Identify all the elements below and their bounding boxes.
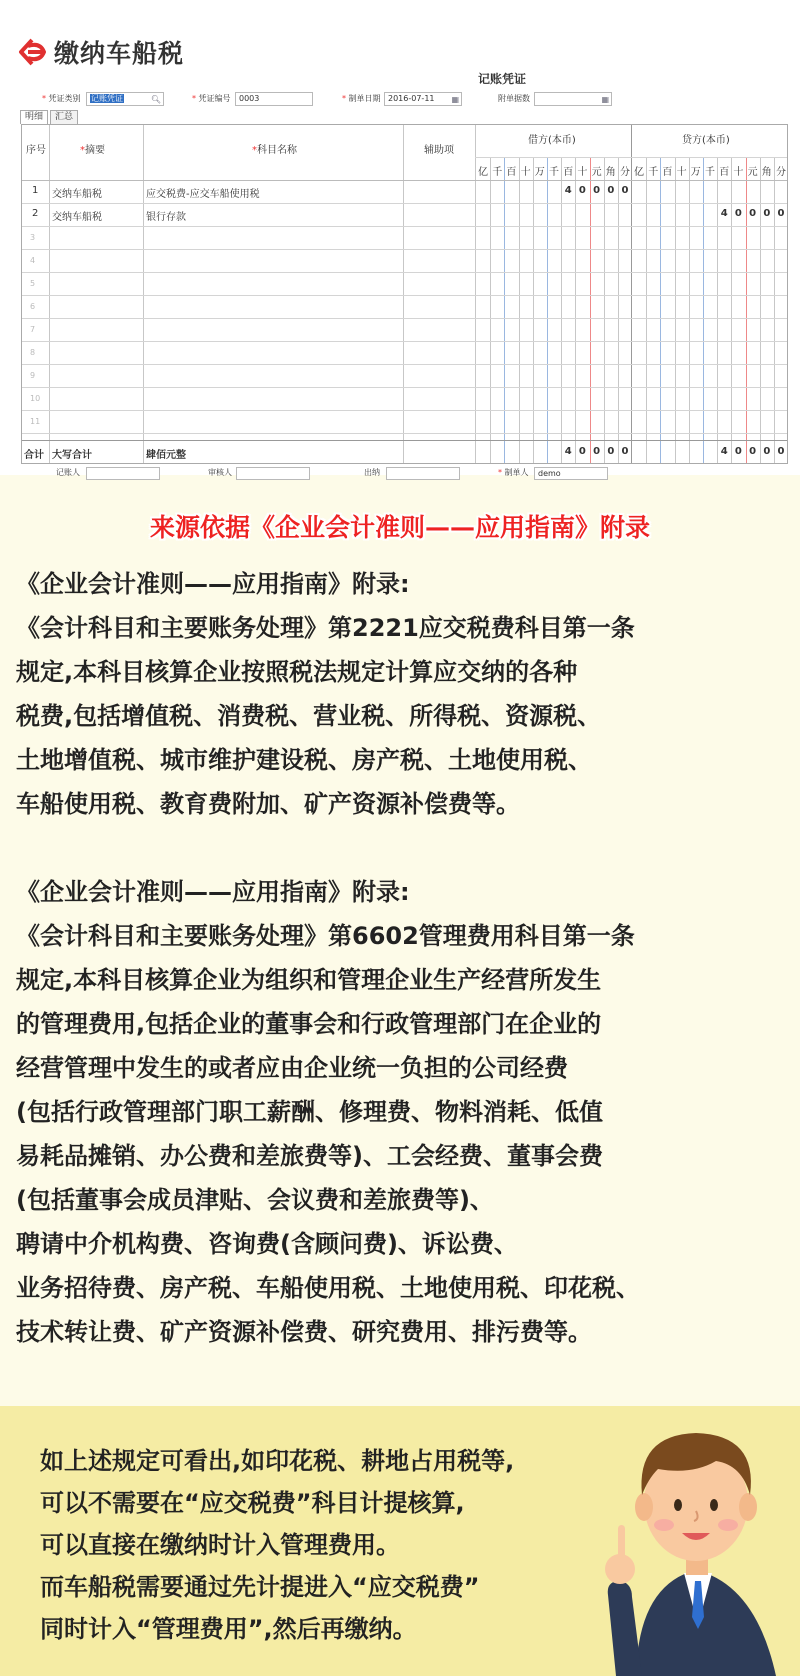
voucher-table [21,124,788,464]
credit-amount-digit: 0 [763,208,771,219]
source-heading: 来源依据《企业会计准则——应用指南》附录 [149,513,650,542]
maker-label: * 制单人 [498,468,529,477]
credit-amount-digit: 0 [749,208,757,219]
text-line: 如上述规定可看出,如印花税、耕地占用税等, [40,1447,515,1475]
text-line: 业务招待费、房产税、车船使用税、土地使用税、印花税、 [16,1274,640,1302]
reviewer-input[interactable] [236,467,310,480]
tab-bar [20,110,80,124]
tab-summary[interactable]: 汇总 [50,110,78,124]
credit-digit-header: 亿 [634,167,644,178]
text-line: 《企业会计准则——应用指南》附录: [16,878,410,906]
text-line: 同时计入“管理费用”,然后再缴纳。 [40,1615,417,1643]
empty-row-number: 5 [30,279,36,288]
date-input[interactable]: 2016-07-11 ▦ [384,92,462,106]
voucher-footer [0,465,800,479]
debit-digit-header: 元 [591,167,602,178]
col-debit: 借方(本币) [528,135,576,146]
tab-detail[interactable]: 明细 [20,110,48,124]
text-line: 经营管理中发生的或者应由企业统一负担的公司经费 [16,1054,568,1082]
date-label: * 制单日期 [342,94,381,103]
debit-digit-header: 万 [534,167,545,178]
text-line: 可以不需要在“应交税费”科目计提核算, [40,1489,465,1517]
title-text: 缴纳车船税 [54,39,185,68]
voucher-title: 记账凭证 [478,72,527,86]
empty-row-number: 4 [30,256,36,265]
row-1-summary[interactable]: 交纳车船税 [52,189,102,200]
credit-amount-digit: 4 [720,208,728,219]
empty-row-number: 7 [30,325,36,334]
search-icon[interactable]: 🔍︎ [150,95,161,104]
col-seq: 序号 [26,145,46,156]
debit-digit-header: 百 [506,167,517,178]
total-label: 合计 [24,450,44,461]
col-account: *科目名称 [252,145,297,156]
debit-digit-header: 百 [563,167,574,178]
empty-row-number: 9 [30,371,36,380]
row-2-account[interactable]: 银行存款 [146,212,186,223]
text-line: 土地增值税、城市维护建设税、房产税、土地使用税、 [16,746,592,774]
debit-amount-digit: 0 [578,185,586,196]
row-2-summary[interactable]: 交纳车船税 [52,212,102,223]
debit-digit-header: 十 [577,167,588,178]
row-2-seq: 2 [32,208,39,219]
text-line: 技术转让费、矿产资源补偿费、研究费用、排污费等。 [16,1318,592,1346]
credit-digit-header: 角 [761,167,772,178]
cashier-input[interactable] [386,467,460,480]
voucher-number-input[interactable]: 0003 [235,92,313,106]
red-arrow-circle-icon [18,37,46,67]
debit-digit-header: 亿 [478,167,488,178]
col-credit: 贷方(本币) [682,135,730,146]
col-summary: *摘要 [80,145,105,156]
number-label: * 凭证编号 [192,94,231,103]
total-debit-digit: 0 [593,446,601,457]
conclusion-text [40,1440,514,1650]
debit-digit-header: 千 [549,167,559,178]
credit-amount-digit: 0 [777,208,785,219]
credit-digit-header: 十 [676,167,687,178]
voucher-form-row [0,92,800,106]
attachment-count-input[interactable] [534,92,612,106]
debit-amount-digit: 0 [607,185,615,196]
text-line: 《企业会计准则——应用指南》附录: [16,570,410,598]
total-credit-digit: 0 [749,446,757,457]
text-line: 可以直接在缴纳时计入管理费用。 [40,1531,400,1559]
debit-amount-digit: 4 [564,185,572,196]
businessman-illustration [596,1385,800,1676]
bookkeeper-label: 记账人 [56,468,80,477]
credit-digit-header: 元 [747,167,758,178]
credit-digit-header: 分 [776,167,786,178]
attach-label: 附单据数 [498,94,530,103]
cashier-label: 出纳 [364,468,380,477]
calendar-icon[interactable]: ▦ [451,95,459,104]
total-debit-digit: 4 [564,446,572,457]
voucher-screenshot [0,0,800,478]
text-line: (包括董事会成员津贴、会议费和差旅费等)、 [16,1186,494,1214]
text-line: (包括行政管理部门职工薪酬、修理费、物料消耗、低值 [16,1098,603,1126]
col-aux: 辅助项 [424,145,454,156]
credit-amount-digit: 0 [734,208,742,219]
credit-digit-header: 百 [662,167,673,178]
total-caps-label: 大写合计 [52,450,92,461]
calendar-icon[interactable]: ▦ [601,95,609,104]
text-line: 《会计科目和主要账务处理》第2221应交税费科目第一条 [16,614,635,642]
credit-digit-header: 万 [690,167,701,178]
debit-digit-header: 千 [492,167,503,178]
empty-row-number: 6 [30,302,36,311]
voucher-type-select[interactable]: 记账凭证 🔍︎ [86,92,164,106]
total-debit-digit: 0 [578,446,586,457]
paragraph-admin-expense [16,870,796,1354]
text-line: 的管理费用,包括企业的董事会和行政管理部门在企业的 [16,1010,602,1038]
maker-input[interactable]: demo [534,467,608,480]
empty-row-number: 10 [30,394,41,403]
credit-digit-header: 十 [733,167,744,178]
text-line: 车船使用税、教育费附加、矿产资源补偿费等。 [16,790,520,818]
debit-digit-header: 角 [605,167,616,178]
empty-row-number: 3 [30,233,36,242]
reviewer-label: 审核人 [208,468,232,477]
type-label: * 凭证类别 [42,94,81,103]
text-line: 易耗品摊销、办公费和差旅费等)、工会经费、董事会费 [16,1142,603,1170]
credit-digit-header: 千 [648,167,659,178]
empty-row-number: 8 [30,348,36,357]
debit-amount-digit: 0 [593,185,601,196]
debit-amount-digit: 0 [621,185,629,196]
row-1-seq: 1 [32,185,39,196]
total-debit-digit: 0 [621,446,629,457]
empty-row-number: 11 [30,417,41,426]
row-1-account[interactable]: 应交税费-应交车船使用税 [146,189,260,200]
text-line: 而车船税需要通过先计提进入“应交税费” [40,1573,480,1601]
text-line: 规定,本科目核算企业为组织和管理企业生产经营所发生 [16,966,602,994]
total-caps-value: 肆佰元整 [146,450,186,461]
total-credit-digit: 0 [763,446,771,457]
total-credit-digit: 0 [734,446,742,457]
text-line: 《会计科目和主要账务处理》第6602管理费用科目第一条 [16,922,635,950]
total-credit-digit: 0 [777,446,785,457]
text-line: 规定,本科目核算企业按照税法规定计算应交纳的各种 [16,658,578,686]
debit-digit-header: 分 [620,167,630,178]
page-title [18,34,184,70]
text-line: 税费,包括增值税、消费税、营业税、所得税、资源税、 [16,702,602,730]
paragraph-tax-payable [16,562,796,826]
text-line: 聘请中介机构费、咨询费(含顾问费)、诉讼费、 [16,1230,518,1258]
credit-digit-header: 百 [719,167,730,178]
bookkeeper-input[interactable] [86,467,160,480]
credit-digit-header: 千 [705,167,715,178]
total-credit-digit: 4 [720,446,728,457]
total-debit-digit: 0 [607,446,615,457]
debit-digit-header: 十 [520,167,531,178]
